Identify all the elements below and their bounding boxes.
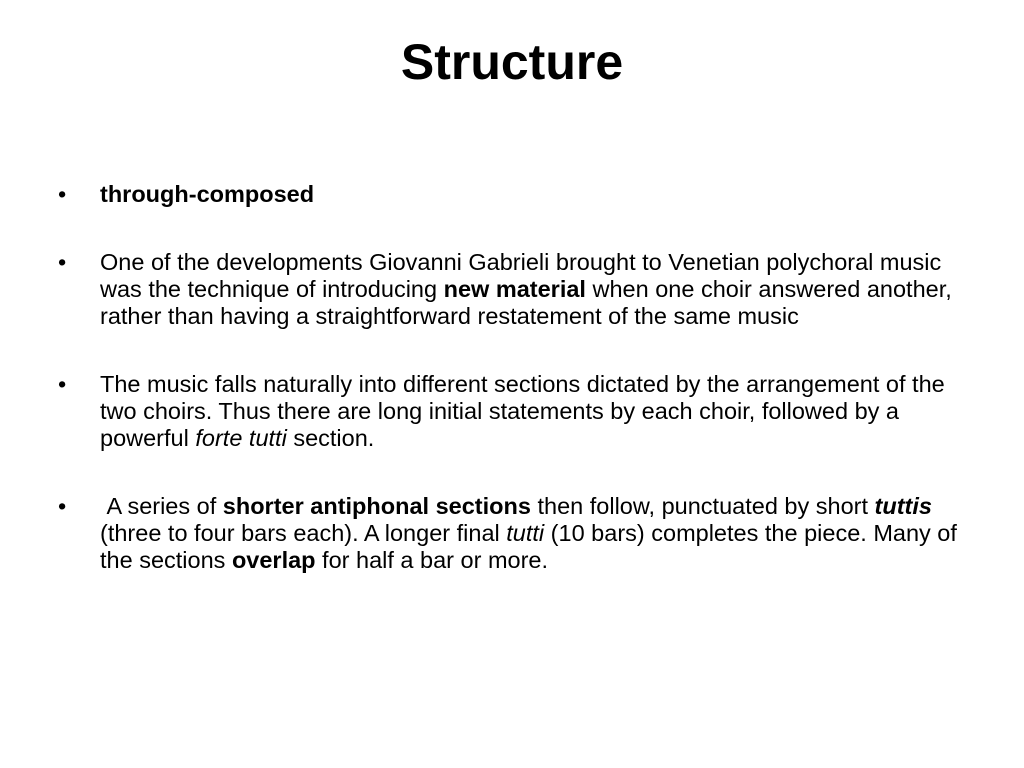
text-segment-emphasis: forte tutti	[195, 425, 287, 451]
bullet-marker: •	[58, 181, 67, 207]
text-segment: A series of	[100, 493, 223, 519]
bullet-list	[58, 181, 968, 615]
text-segment: for half a bar or more.	[315, 547, 549, 573]
text-segment: when one choir answered another, rather than having a straightforward restatement of the same music	[100, 276, 952, 329]
text-segment: then follow, punctuated by short	[530, 493, 875, 519]
bullet-item	[58, 181, 968, 208]
bullet-marker: •	[58, 493, 67, 519]
text-segment-emphasis: tutti	[506, 520, 545, 546]
text-segment-emphasis: overlap	[231, 547, 316, 573]
text-segment: (three to four bars each). A longer final	[100, 520, 507, 546]
text-segment: section.	[286, 425, 375, 451]
bullet-marker: •	[58, 249, 67, 275]
slide-title: Structure	[400, 34, 624, 90]
bullet-text	[100, 181, 314, 207]
text-segment-emphasis: tuttis	[874, 493, 932, 519]
text-segment: through-composed	[100, 181, 315, 207]
text-segment: The music falls naturally into different sections dictated by the arrangement of the two choirs. Thus there are long initial statements by each choir, followed by a powerful	[100, 371, 945, 451]
bullet-text	[100, 249, 952, 329]
bullet-item	[58, 371, 968, 452]
bullet-text	[100, 371, 945, 451]
bullet-marker: •	[58, 371, 67, 397]
bullet-item	[58, 249, 968, 330]
text-segment: One of the developments Giovanni Gabrieli brought to Venetian polychoral music was the technique of introducing	[100, 249, 942, 302]
text-segment-emphasis: shorter antiphonal sections	[222, 493, 531, 519]
bullet-text	[100, 493, 957, 573]
bullet-item	[58, 493, 968, 574]
text-segment: (10 bars) completes the piece. Many of the sections	[100, 520, 957, 573]
text-segment-emphasis: new material	[443, 276, 586, 302]
